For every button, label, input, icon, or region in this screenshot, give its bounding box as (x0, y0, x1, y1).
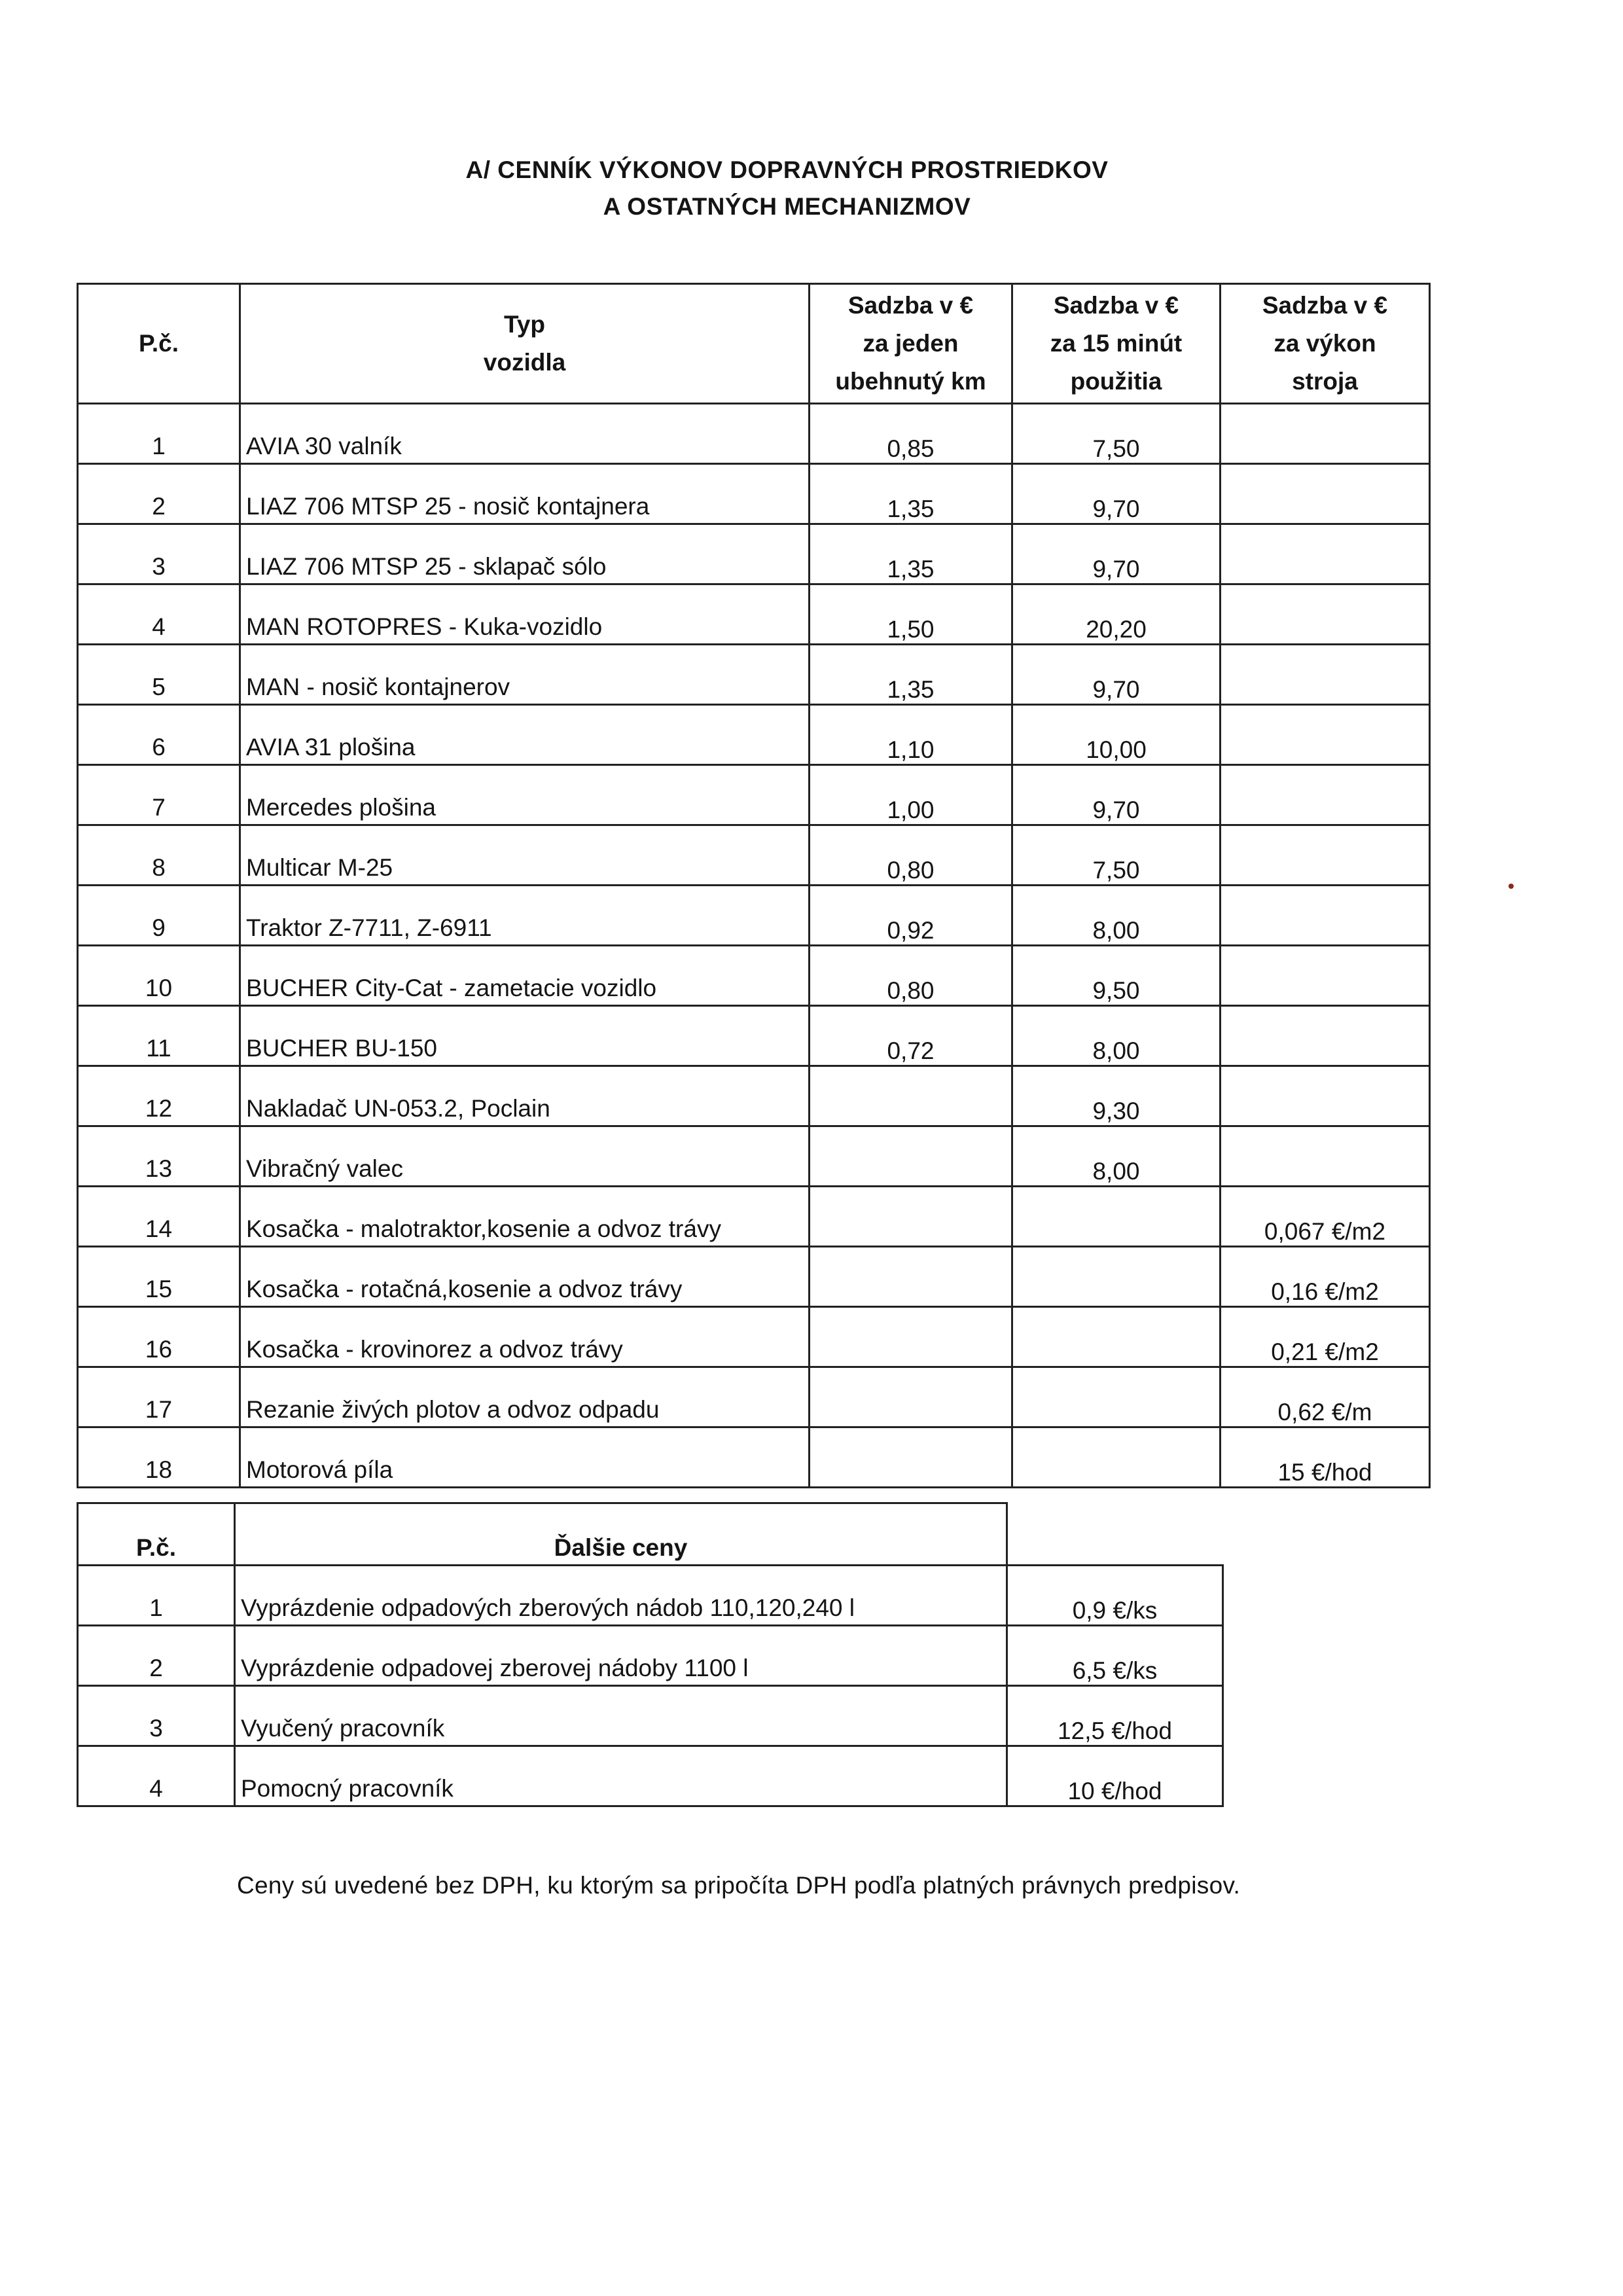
vehicle-type: LIAZ 706 MTSP 25 - nosič kontajnera (240, 464, 810, 524)
row-number: 2 (78, 464, 240, 524)
vehicle-type: AVIA 30 valník (240, 404, 810, 464)
rate-per-machine (1221, 1006, 1430, 1066)
table-row (78, 1006, 1430, 1066)
rates-body (78, 404, 1430, 1488)
vehicle-type: Traktor Z-7711, Z-6911 (240, 886, 810, 946)
title-line-2: A OSTATNÝCH MECHANIZMOV (603, 193, 971, 220)
other-header-title: Ďalšie ceny (235, 1503, 1007, 1566)
table-row (78, 1367, 1430, 1427)
rate-per-km: 1,10 (810, 705, 1012, 765)
row-number: 15 (78, 1247, 240, 1307)
row-number: 6 (78, 705, 240, 765)
vehicle-type: MAN ROTOPRES - Kuka-vozidlo (240, 584, 810, 645)
rate-per-km: 1,35 (810, 464, 1012, 524)
rate-per-machine (1221, 1126, 1430, 1187)
rate-per-km (810, 1367, 1012, 1427)
row-number: 1 (78, 404, 240, 464)
rate-per-km: 0,85 (810, 404, 1012, 464)
rate-per-machine (1221, 464, 1430, 524)
row-number: 1 (78, 1566, 235, 1626)
vehicle-type: Kosačka - malotraktor,kosenie a odvoz trávy (240, 1187, 810, 1247)
other-prices-table (77, 1502, 1224, 1807)
rate-per-15min: 9,50 (1012, 946, 1221, 1006)
row-number: 3 (78, 1686, 235, 1746)
rate-per-15min: 8,00 (1012, 1126, 1221, 1187)
rate-per-km: 0,72 (810, 1006, 1012, 1066)
rate-per-km: 1,00 (810, 765, 1012, 825)
vehicle-type: Multicar M-25 (240, 825, 810, 886)
vehicle-type: Vibračný valec (240, 1126, 810, 1187)
table-row (78, 765, 1430, 825)
vehicle-type: Kosačka - krovinorez a odvoz trávy (240, 1307, 810, 1367)
table-row (78, 1307, 1430, 1367)
vehicle-type: Rezanie živých plotov a odvoz odpadu (240, 1367, 810, 1427)
row-number: 7 (78, 765, 240, 825)
row-number: 3 (78, 524, 240, 584)
row-number: 17 (78, 1367, 240, 1427)
paper-speck (1508, 884, 1514, 889)
table-row (78, 1746, 1223, 1806)
row-number: 16 (78, 1307, 240, 1367)
table-row (78, 464, 1430, 524)
rate-per-km: 1,50 (810, 584, 1012, 645)
rate-per-km (810, 1126, 1012, 1187)
rate-per-15min (1012, 1187, 1221, 1247)
rate-per-machine: 15 €/hod (1221, 1427, 1430, 1488)
table-row (78, 1066, 1430, 1126)
table-row (78, 946, 1430, 1006)
rate-per-km (810, 1187, 1012, 1247)
row-number: 13 (78, 1126, 240, 1187)
rate-per-15min: 8,00 (1012, 1006, 1221, 1066)
table-row (78, 404, 1430, 464)
row-number: 10 (78, 946, 240, 1006)
header-per-15min: Sadzba v € za 15 minút použitia (1012, 284, 1221, 404)
table-row (78, 886, 1430, 946)
service-price: 6,5 €/ks (1007, 1626, 1223, 1686)
vehicle-type: Motorová píla (240, 1427, 810, 1488)
rate-per-machine (1221, 404, 1430, 464)
rate-per-15min: 7,50 (1012, 825, 1221, 886)
table-row (78, 1427, 1430, 1488)
rate-per-km (810, 1066, 1012, 1126)
row-number: 4 (78, 584, 240, 645)
rate-per-machine (1221, 886, 1430, 946)
rate-per-machine (1221, 765, 1430, 825)
table-row (78, 705, 1430, 765)
rate-per-15min (1012, 1247, 1221, 1307)
rate-per-machine (1221, 705, 1430, 765)
rate-per-machine: 0,16 €/m2 (1221, 1247, 1430, 1307)
rate-per-15min (1012, 1427, 1221, 1488)
vehicle-type: AVIA 31 plošina (240, 705, 810, 765)
service-price: 0,9 €/ks (1007, 1566, 1223, 1626)
rate-per-machine (1221, 1066, 1430, 1126)
rate-per-km (810, 1247, 1012, 1307)
other-header-pc: P.č. (78, 1503, 235, 1566)
row-number: 11 (78, 1006, 240, 1066)
row-number: 12 (78, 1066, 240, 1126)
rate-per-km: 0,92 (810, 886, 1012, 946)
rate-per-15min: 9,30 (1012, 1066, 1221, 1126)
row-number: 4 (78, 1746, 235, 1806)
header-per-machine: Sadzba v € za výkon stroja (1221, 284, 1430, 404)
rate-per-km: 1,35 (810, 645, 1012, 705)
rate-per-15min: 9,70 (1012, 765, 1221, 825)
rate-per-machine (1221, 524, 1430, 584)
row-number: 14 (78, 1187, 240, 1247)
service-item: Pomocný pracovník (235, 1746, 1007, 1806)
row-number: 18 (78, 1427, 240, 1488)
rate-per-15min: 9,70 (1012, 464, 1221, 524)
rate-per-15min: 7,50 (1012, 404, 1221, 464)
vehicle-type: Nakladač UN-053.2, Poclain (240, 1066, 810, 1126)
rate-per-15min: 20,20 (1012, 584, 1221, 645)
service-price: 10 €/hod (1007, 1746, 1223, 1806)
rate-per-machine: 0,21 €/m2 (1221, 1307, 1430, 1367)
table-row (78, 584, 1430, 645)
row-number: 5 (78, 645, 240, 705)
row-number: 8 (78, 825, 240, 886)
rate-per-machine (1221, 825, 1430, 886)
vehicle-type: Mercedes plošina (240, 765, 810, 825)
rate-per-15min: 8,00 (1012, 886, 1221, 946)
rate-per-km: 0,80 (810, 825, 1012, 886)
table-row (78, 1247, 1430, 1307)
header-per-km: Sadzba v € za jeden ubehnutý km (810, 284, 1012, 404)
service-price: 12,5 €/hod (1007, 1686, 1223, 1746)
rate-per-machine: 0,067 €/m2 (1221, 1187, 1430, 1247)
service-item: Vyučený pracovník (235, 1686, 1007, 1746)
service-item: Vyprázdenie odpadovej zberovej nádoby 1100 l (235, 1626, 1007, 1686)
table-row (78, 1187, 1430, 1247)
rate-per-machine (1221, 645, 1430, 705)
rate-per-15min: 10,00 (1012, 705, 1221, 765)
other-header-blank (1007, 1503, 1223, 1566)
rate-per-machine: 0,62 €/m (1221, 1367, 1430, 1427)
other-prices-header-row (78, 1503, 1223, 1566)
rate-per-15min (1012, 1367, 1221, 1427)
table-row (78, 1126, 1430, 1187)
vehicle-type: BUCHER City-Cat - zametacie vozidlo (240, 946, 810, 1006)
rate-per-machine (1221, 584, 1430, 645)
rate-per-15min: 9,70 (1012, 524, 1221, 584)
service-item: Vyprázdenie odpadových zberových nádob 110,120,240 l (235, 1566, 1007, 1626)
vehicle-type: BUCHER BU-150 (240, 1006, 810, 1066)
rate-per-km: 1,35 (810, 524, 1012, 584)
rates-table (77, 283, 1431, 1488)
vehicle-type: Kosačka - rotačná,kosenie a odvoz trávy (240, 1247, 810, 1307)
rates-header-row (78, 284, 1430, 404)
title-line-1: A/ CENNÍK VÝKONOV DOPRAVNÝCH PROSTRIEDKOV (465, 156, 1109, 183)
rate-per-15min (1012, 1307, 1221, 1367)
row-number: 2 (78, 1626, 235, 1686)
rate-per-15min: 9,70 (1012, 645, 1221, 705)
header-type: Typ vozidla (240, 284, 810, 404)
table-row (78, 1566, 1223, 1626)
table-row (78, 645, 1430, 705)
header-pc: P.č. (78, 284, 240, 404)
rate-per-km (810, 1307, 1012, 1367)
table-row (78, 524, 1430, 584)
table-row (78, 1626, 1223, 1686)
vehicle-type: LIAZ 706 MTSP 25 - sklapač sólo (240, 524, 810, 584)
document-title (0, 152, 1574, 225)
other-prices-body (78, 1566, 1223, 1806)
row-number: 9 (78, 886, 240, 946)
rate-per-machine (1221, 946, 1430, 1006)
vat-note: Ceny sú uvedené bez DPH, ku ktorým sa pripočíta DPH podľa platných právnych predpisov. (237, 1872, 1241, 1899)
vehicle-type: MAN - nosič kontajnerov (240, 645, 810, 705)
rate-per-km (810, 1427, 1012, 1488)
table-row (78, 1686, 1223, 1746)
table-row (78, 825, 1430, 886)
rate-per-km: 0,80 (810, 946, 1012, 1006)
